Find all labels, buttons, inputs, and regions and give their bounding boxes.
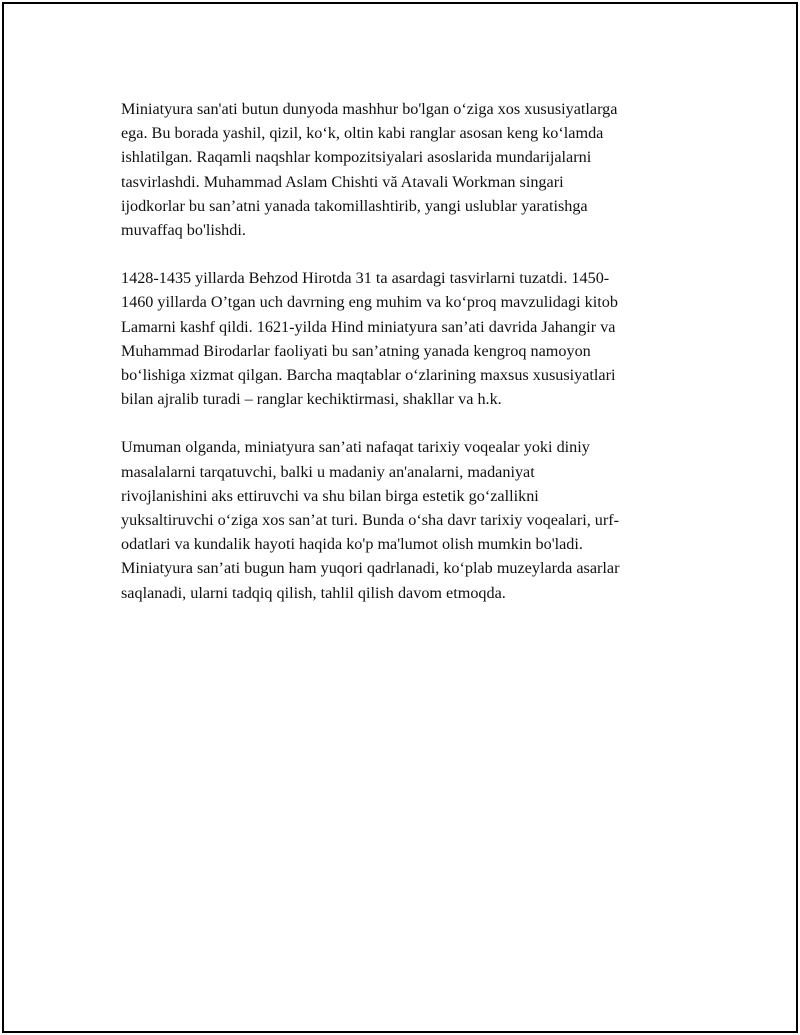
paragraph-1: Miniatyura san'ati butun dunyoda mashhur bo'lgan o‘ziga xos xususiyatlarga ega. Bu borada yashil, qizil, ko‘k, oltin kabi ranglar asosan keng ko‘lamda ishlatilgan. Raqamli naqshlar kompozitsiyalari asoslarida mundarijalarni tasvirlashdi. Muhammad Aslam Chishti vă Atavali Workman singari ijodkorlar bu san’atni yanada takomillashtirib, yangi uslublar yaratishga muvaffaq bo'lishdi. [121, 100, 618, 240]
document-page [2, 2, 798, 1033]
paragraph-2: 1428-1435 yillarda Behzod Hirotda 31 ta asardagi tasvirlarni tuzatdi. 1450- 1460 yillarda O’tgan uch davrning eng muhim va ko‘proq mavzulidagi kitob Lamarni kashf qildi. 1621-yilda Hind miniatyura san’ati davrida Jahangir va Muhammad Birodarlar faoliyati bu san’atning yanada kengroq namoyon bo‘lishiga xizmat qilgan. Barcha maqtablar o‘zlarining maxsus xususiyatlari bilan ajralib turadi – ranglar kechiktirmasi, shakllar va h.k. [121, 269, 618, 409]
document-body [121, 97, 701, 629]
paragraph-3: Umuman olganda, miniatyura san’ati nafaqat tarixiy voqealar yoki diniy masalalarni tarqatuvchi, balki u madaniy an'analarni, madaniyat rivojlanishini aks ettiruvchi va shu bilan birga estetik go‘zallikni yuksaltiruvchi o‘ziga xos san’at turi. Bunda o‘sha davr tarixiy voqealari, urf- odatlari va kundalik hayoti haqida ko'p ma'lumot olish mumkin bo'ladi. Miniatyura san’ati bugun ham yuqori qadrlanadi, ko‘plab muzeylarda asarlar saqlanadi, ularni tadqiq qilish, tahlil qilish davom etmoqda. [121, 438, 620, 602]
